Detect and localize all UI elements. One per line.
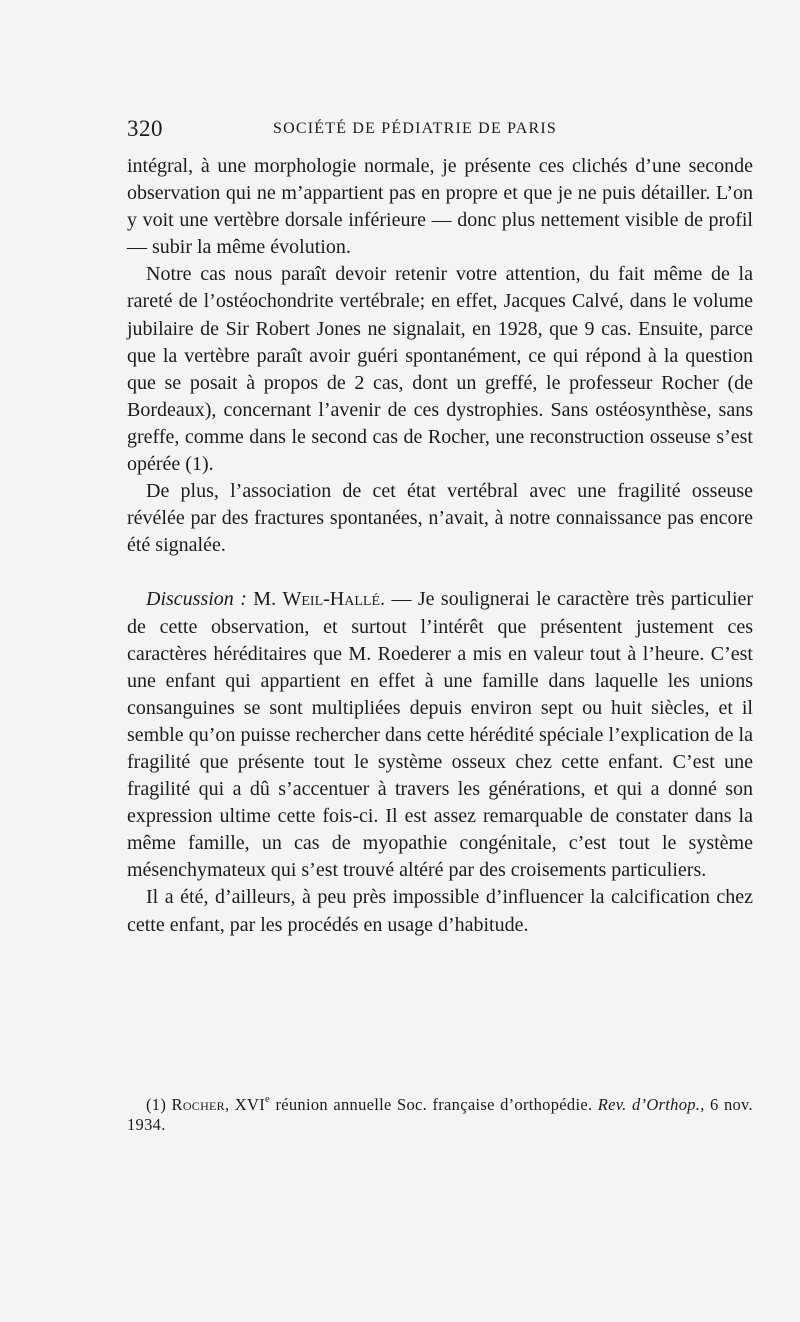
footnote-meeting-rest: réunion annuelle Soc. française d’orthopédie. [275,1095,593,1114]
speaker-name: Weil-Hallé. [282,588,386,611]
footnote-text [127,1095,753,1135]
page-header [127,114,753,144]
page-number: 320 [127,116,163,141]
footnote [127,1095,753,1135]
paragraph-case-interest: Notre cas nous paraît devoir retenir votre attention, du fait même de la rareté de l’ostéochondrite vertébrale; en effet, Jacques Calvé, dans le volume jubilaire de Sir Robert Jones ne signalait, en 1928, que 9 cas. Ensuite, parce que la vertèbre paraît avoir guéri spontanément, ce qui répond à la question que se posait à propos de 2 cas, dont un greffé, le professeur Rocher (de Bordeaux), concernant l’avenir de ces dystrophies. Sans ostéosynthèse, sans greffe, comme dans le second cas de Rocher, une reconstruction osseuse s’est opérée (1). [127,263,753,476]
footnote-meeting-roman: XVI [234,1095,266,1114]
footnote-author: Rocher, [171,1095,230,1114]
running-title: SOCIÉTÉ DE PÉDIATRIE DE PARIS [273,120,557,137]
discussion-label: Discussion : [146,588,247,611]
paragraph-association: De plus, l’association de cet état vertébral avec une fragilité osseuse révélée par des fractures spontanées, n’avait, à notre connaissance pas encore été signalée. [127,480,753,557]
discussion-paragraph [127,586,753,884]
speaker-prefix: M. [253,588,277,611]
footnote-date: 6 nov. 1934. [127,1095,753,1134]
body-text [127,153,753,939]
paragraph-continuation: intégral, à une morphologie normale, je présente ces clichés d’une seconde observation qui ne m’appartient pas en propre et que je ne puis détailler. L’on y voit une vertèbre dorsale inférieure — donc plus nettement visible de profil — subir la même évolution. [127,155,753,259]
footnote-meeting-sup: e [265,1093,271,1106]
footnote-marker: (1) [146,1095,167,1114]
discussion-text: — Je soulignerai le caractère très particulier de cette observation, et surtout l’intérêt que présentent justement ces caractères héréditaires que M. Roederer a mis en valeur tout à l’heure. C’est une enfant qui appartient en effet à une famille dans laquelle les unions consanguines se sont multipliées depuis environ sept ou huit siècles, et il semble qu’on puisse rechercher dans cette hérédité spéciale l’explication de la fragilité que présente tout le système osseux chez cette enfant. C’est une fragilité qui a dû s’accentuer à travers les générations, et qui a donné son expression ultime cette fois-ci. Il est assez remarquable de constater dans la même famille, un cas de myopathie congénitale, c’est tout le système mésenchymateux qui s’est trouvé altéré par des croisements particuliers. [127,588,754,882]
section-gap [127,559,753,586]
footnote-journal: Rev. d’Orthop., [597,1095,705,1114]
discussion-final-paragraph: Il a été, d’ailleurs, à peu près impossible d’influencer la calcification chez cette enfant, par les procédés en usage d’habitude. [127,886,753,936]
